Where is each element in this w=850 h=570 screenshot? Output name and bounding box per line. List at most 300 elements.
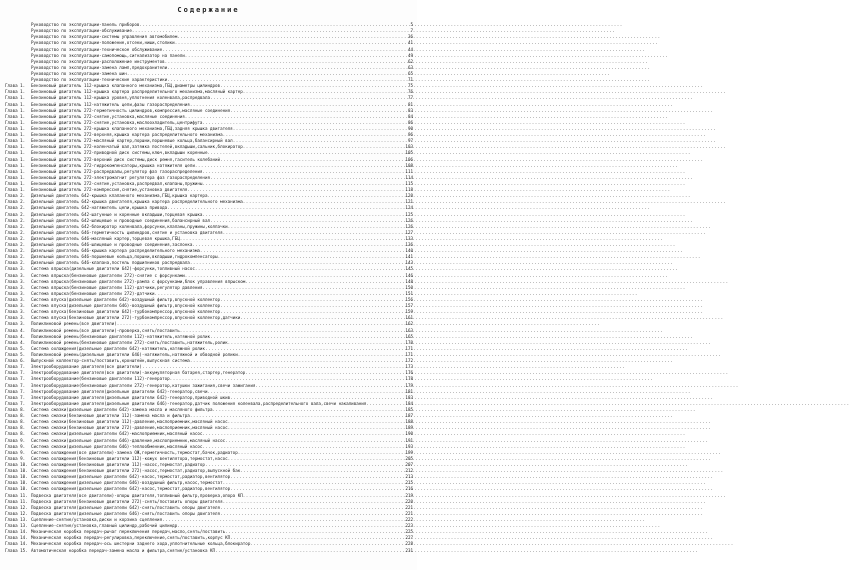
dot-leader: [230, 474, 400, 480]
entry-title: Система впрыска(бензиновые двигатели 112)-датчики,регулятор давления: [31, 284, 203, 290]
chapter-label: Глава 8.: [5, 419, 26, 425]
dot-leader: [220, 297, 400, 303]
entry-title: Бензиновый двигатель 272-снятие,установка,распредвал,клапаны,пружины: [31, 180, 203, 186]
dot-leader: [202, 120, 400, 126]
entry-title: Электрооборудование(бензиновые двигатели 112)-генератор: [31, 376, 170, 382]
toc-entry: [5, 511, 413, 517]
chapter-label: Глава 2.: [5, 242, 26, 248]
toc-entry: [5, 327, 413, 333]
dot-leader: [228, 340, 400, 346]
dot-leader: [223, 132, 400, 138]
entry-title: Система впрыска(бензиновые двигатели 272)-датчики: [31, 290, 155, 296]
chapter-label: Глава 2.: [5, 199, 26, 205]
dot-leader: [228, 425, 400, 431]
entry-title: Система охлаждения(все двигатели)-замена ОЖ,герметичность,термостат,бачок,радиатор: [31, 449, 238, 455]
toc-entry: [5, 108, 413, 114]
toc-entry: [5, 272, 413, 278]
page-number: 207: [405, 461, 413, 467]
dot-leader: [207, 150, 400, 156]
dot-leader: [230, 395, 400, 401]
chapter-label: Глава 1.: [5, 168, 26, 174]
chapter-label: Глава 2.: [5, 260, 26, 266]
chapter-label: Глава 1.: [5, 132, 26, 138]
chapter-label: Глава 7.: [5, 364, 26, 370]
entry-title: Механическая коробка передач-рычаг переключения передач,масло,снять/поставить: [31, 529, 226, 535]
chapter-label: Глава 2.: [5, 217, 26, 223]
page-number: 146: [405, 272, 413, 278]
chapter-label: Глава 2.: [5, 223, 26, 229]
page-number: 179: [405, 382, 413, 388]
entry-title: Поликлиновой ремень(дизельные двигатели 646)-натяжитель,натяжной и обводной ролики: [31, 352, 238, 358]
toc-entry: [5, 413, 413, 419]
dot-leader: [177, 523, 400, 529]
dot-leader: [243, 144, 400, 150]
dot-leader: [220, 511, 400, 517]
page-number: 133: [405, 235, 413, 241]
toc-entry: [5, 480, 413, 486]
page-number: 199: [405, 449, 413, 455]
dot-leader: [162, 517, 400, 523]
page-number: 108: [405, 162, 413, 168]
toc-entry: [5, 382, 413, 388]
entry-title: Электрооборудование(бензиновые двигатели 272)-генератор,катушки зажигания,свечи зажигания: [31, 382, 256, 388]
entry-title: Бензиновый двигатель 272-снятие,установка,маслоохладитель,центрифуга: [31, 119, 203, 125]
entry-title: Система смазки(бензиновые двигатели 272)-давление,маслоприемник,масляный насос: [31, 425, 228, 431]
entry-title: Бензиновый двигатель 112-крышка картера распределительного механизма,масляный картер: [31, 89, 243, 95]
chapter-label: Глава 13.: [5, 516, 28, 522]
page-number: 189: [405, 425, 413, 431]
chapter-label: Глава 1.: [5, 95, 26, 101]
toc-entry: [5, 199, 413, 205]
page-number: 81: [407, 101, 413, 107]
entry-title: Дизельный двигатель 642-крышка двигателя,крышка картера распределительного механизма: [31, 199, 243, 205]
toc-entry: [5, 266, 413, 272]
toc-entry: [5, 59, 413, 65]
toc-entry: [5, 248, 413, 254]
toc-entry: [5, 101, 413, 107]
page-number: 148: [405, 278, 413, 284]
toc-entry: [5, 541, 413, 547]
toc-entry: [5, 138, 413, 144]
chapter-label: Глава 7.: [5, 370, 26, 376]
entry-title: Система смазки(дизельные двигатели 642)-замена масла и масляного фильтра: [31, 407, 213, 412]
entry-title: Механическая коробка передач-ось шестерни заднего хода,уплотнительные кольца,блокиратор: [31, 541, 251, 547]
page-number: 121: [405, 199, 413, 205]
chapter-label: Глава 11.: [5, 498, 28, 504]
entry-title: Система смазки(дизельные двигатели 646)-теплообменник,масляный насос: [31, 443, 203, 449]
toc-entry: [5, 505, 413, 511]
toc-entry: [5, 315, 413, 321]
chapter-label: Глава 5.: [5, 345, 26, 351]
entry-title: Бензиновый двигатель 272-компрессия,снятие,установка двигателя: [31, 187, 188, 193]
entry-title: Бензиновый двигатель 272-распредвалы,регулятор фаз газораспределения: [31, 168, 203, 174]
chapter-label: Глава 3.: [5, 266, 26, 272]
page-number: 184: [405, 400, 413, 406]
dot-leader: [225, 438, 400, 444]
page-number: 221: [405, 510, 413, 516]
chapter-label: Глава 12.: [5, 510, 28, 516]
toc-entry: [5, 181, 413, 187]
dot-leader: [366, 401, 400, 407]
entry-title: Автоматическая коробка передач-замена масла и фильтра,снятие/установка КП: [31, 547, 216, 553]
page-number: 161: [405, 315, 413, 321]
entry-title: Дизельный двигатель 646-крышка картера распределительного механизма: [31, 248, 200, 254]
entry-title: Руководство по эксплуатации-положение,отсеки,ниши,столики: [31, 40, 175, 46]
page-number: 145: [405, 266, 413, 272]
dot-leader: [202, 444, 400, 450]
dot-leader: [223, 230, 400, 236]
entry-title: Бензиновый двигатель 272-верхняя,крышка картера распределительного механизма: [31, 132, 223, 138]
dot-leader: [220, 505, 400, 511]
toc-entry: [5, 224, 413, 230]
dot-leader: [238, 450, 400, 456]
chapter-label: Глава 1.: [5, 144, 26, 150]
entry-title: Система охлаждения(дизельные двигатели 642)-насос,термостат,радиатор,вентилятор: [31, 486, 231, 492]
page-number: 86: [407, 119, 413, 125]
toc-entry: [5, 499, 413, 505]
dot-leader: [213, 407, 400, 413]
dot-leader: [180, 236, 400, 242]
dot-leader: [190, 260, 400, 266]
entry-title: Руководство по эксплуатации-самопомощь,сигнализатор на панели: [31, 52, 185, 58]
dot-leader: [117, 321, 400, 327]
page-number: 124: [405, 205, 413, 211]
toc-entry: [5, 352, 413, 358]
toc-entry: [5, 65, 413, 71]
entry-title: Руководство по эксплуатации-системы управления автомобилем: [31, 34, 178, 40]
entry-title: Система охлаждения(бензиновые двигатели 112)-кожух вентилятора,термостат,насос: [31, 455, 228, 461]
dot-leader: [202, 181, 400, 187]
toc-entry: [5, 242, 413, 248]
chapter-label: Глава 2.: [5, 205, 26, 211]
entry-title: Система охлаждения(дизельные двигатели 646)-воздушный фильтр,насос,термостат: [31, 480, 223, 486]
page-number: 171: [405, 352, 413, 358]
dot-leader: [220, 83, 400, 89]
toc-entry: [5, 236, 413, 242]
entry-title: Руководство по эксплуатации-замена ламп,предохранители: [31, 64, 168, 70]
entry-title: Система впуска(бензиновые двигатели 642)-турбокомпрессор,впускной коллектор: [31, 309, 221, 315]
entry-title: Дизельный двигатель 642-блокиратор коленвала,форсунки,клапаны,пружины,колпачки: [31, 223, 228, 229]
page-number: 228: [405, 541, 413, 547]
toc-entry: [5, 187, 413, 193]
chapter-label: Глава 1.: [5, 113, 26, 119]
toc-entry: [5, 126, 413, 132]
page-number: 5: [410, 22, 413, 28]
page-number: 172: [405, 358, 413, 364]
chapter-label: Глава 13.: [5, 523, 28, 529]
entry-title: Система впрыска(бензиновые двигатели 272)-снятие с форсунками: [31, 272, 185, 278]
entry-title: Сцепление-снятие/установка,главный цилиндр,рабочий цилиндр: [31, 523, 178, 529]
chapter-label: Глава 4.: [5, 333, 26, 339]
chapter-label: Глава 3.: [5, 321, 26, 327]
page-number: 213: [405, 474, 413, 480]
entry-title: Система охлаждения(дизельные двигатели 642)-натяжитель,натяжной ролик: [31, 345, 205, 351]
page-number: 71: [407, 77, 413, 83]
entry-title: Система смазки(дизельные двигатели 646)-давление,маслоприемник,масляный насос: [31, 437, 226, 443]
chapter-label: Глава 8.: [5, 413, 26, 419]
dot-leader: [228, 419, 400, 425]
chapter-label: Глава 3.: [5, 303, 26, 309]
entry-title: Подвеска двигателя(дизельные двигатели 642)-снять/поставить опоры двигателя: [31, 504, 221, 510]
dot-leader: [202, 212, 400, 218]
toc-entry: [5, 492, 413, 498]
toc-entry: [5, 444, 413, 450]
entry-title: Система смазки(бензиновые двигатели 112)-давление,маслоприемник,масляный насос: [31, 419, 228, 425]
toc-entry: [5, 71, 413, 77]
page-number: 190: [405, 431, 413, 437]
toc-entry: [5, 370, 413, 376]
chapter-label: Глава 10.: [5, 480, 28, 486]
entry-title: Бензиновый двигатель 272-масляный картер,поршни,поршневые кольца,балансирный вал: [31, 138, 233, 144]
entry-title: Бензиновый двигатель 112-натяжитель цепи,фазы газораспределения: [31, 101, 190, 107]
page-number: 90: [407, 125, 413, 131]
chapter-label: Глава 1.: [5, 101, 26, 107]
entry-title: Дизельный двигатель 646-клапана,постель подшипников распредвала: [31, 260, 190, 266]
entry-title: Бензиновый двигатель 272-герметичность цилиндров,компрессия,масляные соединения: [31, 107, 231, 113]
toc-entry: [5, 456, 413, 462]
dot-leader: [162, 47, 400, 53]
toc-entry: [5, 407, 413, 413]
entry-title: Бензиновый двигатель 272-приводной диск системы,ключ,вкладыши коренные: [31, 150, 208, 156]
page-number: 126: [405, 223, 413, 229]
toc-entry: [5, 303, 413, 309]
dot-leader: [185, 273, 400, 279]
page-number: 84: [407, 113, 413, 119]
page-number: 41: [407, 40, 413, 46]
toc-entry: [5, 340, 413, 346]
dot-leader: [210, 218, 400, 224]
page-number: 7: [410, 28, 413, 34]
chapter-label: Глава 9.: [5, 443, 26, 449]
page-number: 176: [405, 370, 413, 376]
toc-entry: [5, 547, 413, 553]
page-number: 83: [407, 107, 413, 113]
dot-leader: [167, 65, 400, 71]
page-number: 170: [405, 339, 413, 345]
dot-leader: [165, 59, 400, 65]
page-number: 225: [405, 529, 413, 535]
dot-leader: [220, 309, 400, 315]
toc-entry: [5, 169, 413, 175]
dot-leader: [240, 468, 400, 474]
entry-title: Бензиновый двигатель 272-верхний диск системы,диск ремня,гаситель колебаний: [31, 156, 221, 162]
toc-entry: [5, 120, 413, 126]
toc-entry: [5, 523, 413, 529]
chapter-label: Глава 7.: [5, 376, 26, 382]
entry-title: Электрооборудование двигателя(все двигатели): [31, 364, 142, 370]
chapter-label: Глава 3.: [5, 309, 26, 315]
dot-leader: [233, 138, 400, 144]
chapter-label: Глава 9.: [5, 437, 26, 443]
entry-title: Система смазки(бензиновые двигатели 112)-замена масла и фильтра: [31, 413, 190, 419]
toc-entry: [5, 89, 413, 95]
toc-entry: [5, 22, 413, 28]
toc-entry: [5, 529, 413, 535]
chapter-label: Глава 9.: [5, 449, 26, 455]
page-number: 191: [405, 437, 413, 443]
chapter-label: Глава 1.: [5, 180, 26, 186]
entry-title: Руководство по эксплуатации-техническое обслуживание: [31, 46, 163, 52]
dot-leader: [238, 352, 400, 358]
chapter-label: Глава 8.: [5, 407, 26, 412]
dot-leader: [250, 541, 400, 547]
page-number: 150: [405, 284, 413, 290]
dot-leader: [190, 413, 400, 419]
toc-entry: [5, 83, 413, 89]
toc-page: [0, 0, 417, 570]
dot-leader: [132, 28, 400, 34]
toc-entry: [5, 389, 413, 395]
chapter-label: Глава 1.: [5, 138, 26, 144]
toc-entry: [5, 419, 413, 425]
toc-entry: [5, 77, 413, 83]
page-number: 231: [405, 547, 413, 553]
chapter-label: Глава 14.: [5, 535, 28, 541]
page-number: 212: [405, 468, 413, 474]
toc-entry: [5, 517, 413, 523]
dot-leader: [220, 157, 400, 163]
dot-leader: [190, 102, 400, 108]
toc-entry: [5, 28, 413, 34]
toc-entry: [5, 425, 413, 431]
entry-title: Руководство по эксплуатации-расположение инструментов: [31, 58, 165, 64]
entry-title: Дизельный двигатель 646-поршневые кольца,поршни,вкладыши,гидрокомпенсаторы: [31, 254, 218, 260]
dot-leader: [230, 108, 400, 114]
dot-leader: [205, 462, 400, 468]
entry-title: Бензиновый двигатель 112-крышка клапанного механизма,ГБЦ,диаметры цилиндров: [31, 83, 221, 89]
chapter-label: Глава 2.: [5, 254, 26, 260]
page-number: 215: [405, 480, 413, 486]
chapter-label: Глава 1.: [5, 156, 26, 162]
dot-leader: [223, 499, 400, 505]
page-number: 125: [405, 211, 413, 217]
chapter-label: Глава 10.: [5, 468, 28, 474]
toc-entry: [5, 95, 413, 101]
entry-title: Выпускной коллектор-снять/поставить,кронштейн,выпускная система: [31, 358, 190, 364]
page-number: 96: [407, 132, 413, 138]
page-number: 156: [405, 297, 413, 303]
page-number: 187: [405, 413, 413, 419]
page-number: 76: [407, 89, 413, 95]
toc-entry: [5, 218, 413, 224]
dot-leader: [210, 175, 400, 181]
entry-title: Система впуска(дизельные двигатели 646)-воздушный фильтр,впускной коллектор: [31, 303, 221, 309]
page-number: 136: [405, 242, 413, 248]
dot-leader: [228, 456, 400, 462]
toc-entry: [5, 144, 413, 150]
dot-leader: [177, 34, 400, 40]
dot-leader: [202, 169, 400, 175]
entry-title: Бензиновый двигатель 272-коленчатый вал,затяжка постелей,вкладыши,сальник,блокиратор: [31, 144, 243, 150]
page-number: 171: [405, 345, 413, 351]
chapter-label: Глава 8.: [5, 425, 26, 431]
chapter-label: Глава 10.: [5, 474, 28, 480]
dot-leader: [233, 126, 400, 132]
entry-title: Дизельный двигатель 642-крышка клапанного механизма,ГБЦ,крышка картера: [31, 193, 208, 199]
page-number: 120: [405, 193, 413, 199]
toc-entry: [5, 535, 413, 541]
toc-entry: [5, 358, 413, 364]
entry-title: Дизельный двигатель 642-натяжитель цепи,крышка привода: [31, 205, 168, 211]
chapter-label: Глава 6.: [5, 358, 26, 364]
toc-entry: [5, 437, 413, 443]
chapter-label: Глава 8.: [5, 431, 26, 437]
entry-title: Система охлаждения(бензиновые двигатели 272)-насос,термостат,радиатор,выпускной бак: [31, 468, 241, 474]
dot-leader: [243, 493, 400, 499]
toc-entry: [5, 291, 413, 297]
chapter-label: Глава 1.: [5, 89, 26, 95]
toc-entry: [5, 431, 413, 437]
chapter-label: Глава 7.: [5, 382, 26, 388]
dot-leader: [180, 328, 400, 334]
chapter-label: Глава 7.: [5, 400, 26, 406]
dot-leader: [167, 205, 400, 211]
entry-title: Электрооборудование двигателя(дизельные двигатели 646)-генератор,датчик положения коленвала,распределительного вала,свечи накаливания: [31, 400, 367, 406]
toc-entry: [5, 211, 413, 217]
dot-leader: [202, 431, 400, 437]
page-number: 65: [407, 70, 413, 76]
toc-entry: [5, 297, 413, 303]
toc-entry: [5, 334, 413, 340]
entry-title: Система смазки(дизельные двигатели 642)-маслоприемник,масляный насос: [31, 431, 203, 437]
toc-entry: [5, 376, 413, 382]
page-title: Содержание: [177, 6, 240, 14]
entry-title: Сцепление-снятие/установка,диски и корзина сцепления: [31, 516, 163, 522]
chapter-label: Глава 1.: [5, 174, 26, 180]
toc-entry: [5, 474, 413, 480]
dot-leader: [200, 248, 400, 254]
toc-entry: [5, 309, 413, 315]
page-number: 127: [405, 229, 413, 235]
dot-leader: [210, 95, 400, 101]
entry-title: Система впуска(бензиновые двигатели 272)-турбокомпрессор,впускной коллектор,датчики: [31, 315, 241, 321]
entry-title: Руководство по эксплуатации-замена шин: [31, 70, 127, 76]
page-number: 118: [405, 187, 413, 193]
page-number: 49: [407, 52, 413, 58]
dot-leader: [185, 53, 400, 59]
entry-title: Поликлиновой ремень(бензиновые двигатели 272)-снять/поставить,натяжитель,ролик: [31, 339, 228, 345]
entry-title: Дизельный двигатель 642-шатунные и коренные вкладыши,торцевая крышка: [31, 211, 203, 217]
toc-entry: [5, 346, 413, 352]
page-number: 193: [405, 443, 413, 449]
page-number: 63: [407, 64, 413, 70]
entry-title: Бензиновый двигатель 272-электромагнит регулятора фаз газораспределения: [31, 174, 210, 180]
dot-leader: [167, 77, 400, 83]
entry-title: Дизельный двигатель 642-шлицевые и проводные соединения,балансирный вал: [31, 217, 210, 223]
dot-leader: [155, 291, 400, 297]
chapter-label: Глава 11.: [5, 492, 28, 498]
page-number: 126: [405, 217, 413, 223]
page-number: 173: [405, 364, 413, 370]
toc-entry: [5, 364, 413, 370]
dot-leader: [230, 486, 400, 492]
toc-entry: [5, 175, 413, 181]
entry-title: Система впрыска(бензиновые двигатели 272)-рампа с форсунками,блок управления впрыском: [31, 278, 246, 284]
chapter-label: Глава 3.: [5, 290, 26, 296]
toc-entry: [5, 468, 413, 474]
chapter-label: Глава 1.: [5, 83, 26, 89]
toc-entry: [5, 156, 413, 162]
entry-title: Руководство по эксплуатации-обслуживание: [31, 28, 132, 34]
dot-leader: [195, 266, 400, 272]
toc-entry: [5, 254, 413, 260]
chapter-label: Глава 3.: [5, 272, 26, 278]
entry-title: Руководство по эксплуатации-технические характеристики: [31, 77, 168, 83]
toc-entry: [5, 132, 413, 138]
entry-title: Дизельный двигатель 646-герметичность цилиндров,снятие и установка двигателя: [31, 229, 223, 235]
chapter-label: Глава 14.: [5, 529, 28, 535]
toc-entry: [5, 450, 413, 456]
